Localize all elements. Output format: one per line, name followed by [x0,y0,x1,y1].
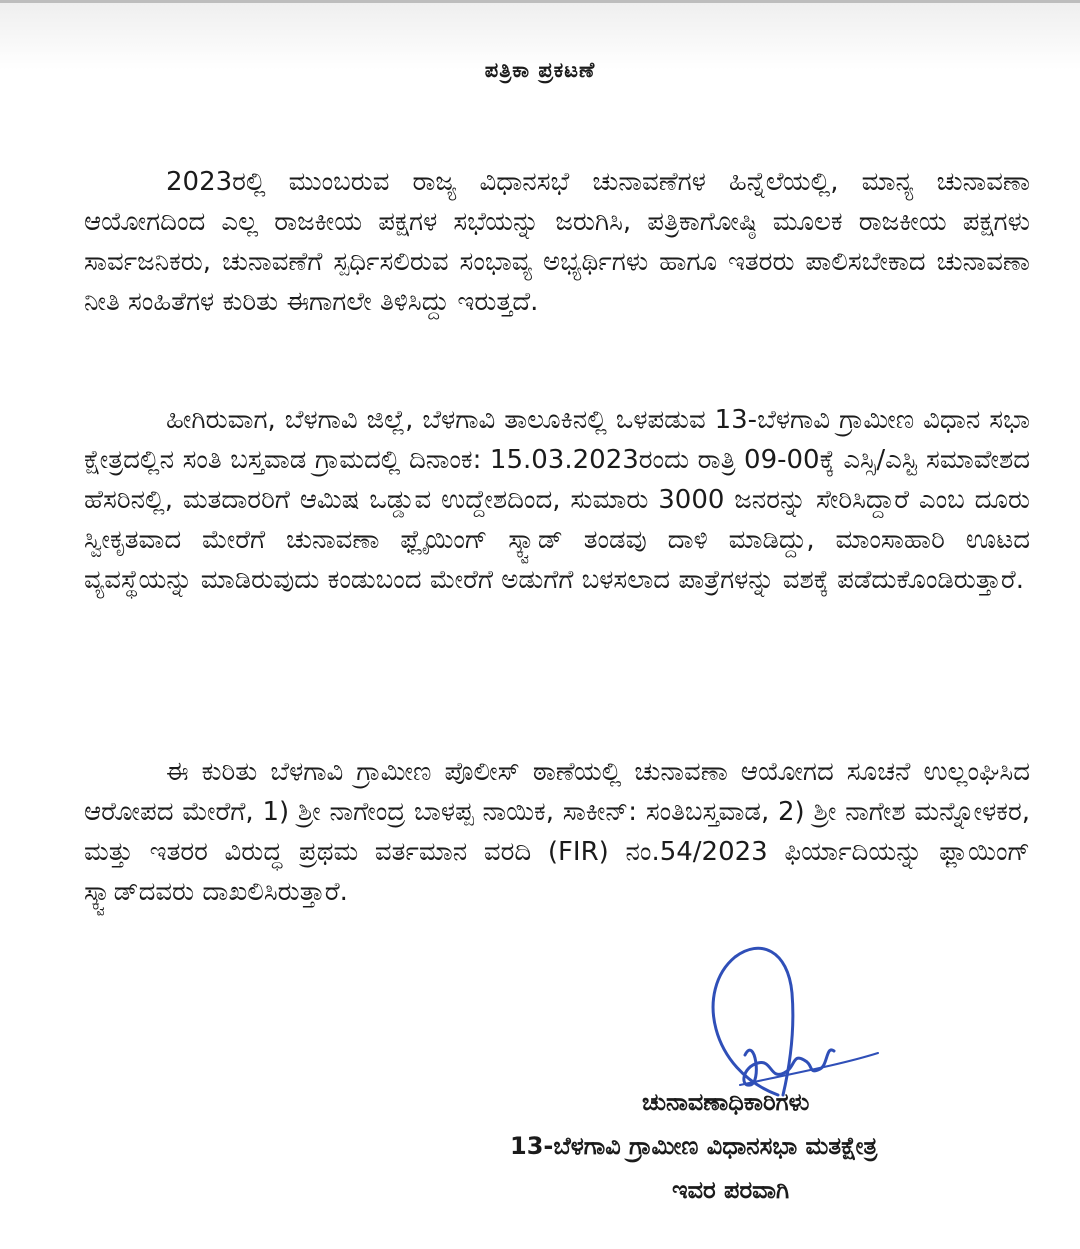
signatory-block [500,1080,1020,1212]
signatory-constituency: 13-ಬೆಳಗಾವಿ ಗ್ರಾಮೀಣ ವಿಧಾನಸಭಾ ಮತಕ್ಷೇತ್ರ [510,1132,878,1160]
paragraph-1-container [84,162,1030,322]
paragraph-2-container [84,400,1030,600]
paragraph-2: ಹೀಗಿರುವಾಗ, ಬೆಳಗಾವಿ ಜಿಲ್ಲೆ, ಬೆಳಗಾವಿ ತಾಲೂಕಿನಲ್ಲಿ ಒಳಪಡುವ 13-ಬೆಳಗಾವಿ ಗ್ರಾಮೀಣ ವಿಧಾನ ಸಭಾ ಕ್ಷೇತ್ರದಲ್ಲಿನ ಸಂತಿ ಬಸ್ತವಾಡ ಗ್ರಾಮದಲ್ಲಿ ದಿನಾಂಕ: 15.03.2023ರಂದು ರಾತ್ರಿ 09-00ಕ್ಕೆ ಎಸ್ಸಿ/ಎಸ್ಟಿ ಸಮಾವೇಶದ ಹೆಸರಿನಲ್ಲಿ, ಮತದಾರರಿಗೆ ಆಮಿಷ ಒಡ್ಡುವ ಉದ್ದೇಶದಿಂದ, ಸುಮಾರು 3000 ಜನರನ್ನು ಸೇರಿಸಿದ್ದಾರೆ ಎಂಬ ದೂರು ಸ್ವೀಕೃತವಾದ ಮೇರೆಗೆ ಚುನಾವಣಾ ಫ್ಲೈಯಿಂಗ್ ಸ್ಕ್ವಾಡ್ ತಂಡವು ದಾಳಿ ಮಾಡಿದ್ದು, ಮಾಂಸಾಹಾರಿ ಊಟದ ವ್ಯವಸ್ಥೆಯನ್ನು ಮಾಡಿರುವುದು ಕಂಡುಬಂದ ಮೇರೆಗೆ ಅಡುಗೆಗೆ ಬಳಸಲಾದ ಪಾತ್ರೆಗಳನ್ನು ವಶಕ್ಕೆ ಪಡೆದುಕೊಂಡಿರುತ್ತಾರೆ. [84,405,1030,595]
page-title: ಪತ್ರಿಕಾ ಪ್ರಕಟಣೆ [484,58,596,82]
signatory-on-behalf: ಇವರ ಪರವಾಗಿ [672,1176,790,1204]
page-top-edge [0,0,1080,3]
paragraph-3-container [84,752,1030,912]
paragraph-3: ಈ ಕುರಿತು ಬೆಳಗಾವಿ ಗ್ರಾಮೀಣ ಪೊಲೀಸ್ ಠಾಣೆಯಲ್ಲಿ ಚುನಾವಣಾ ಆಯೋಗದ ಸೂಚನೆ ಉಲ್ಲಂಘಿಸಿದ ಆರೋಪದ ಮೇರೆಗೆ, 1) ಶ್ರೀ ನಾಗೇಂದ್ರ ಬಾಳಪ್ಪ ನಾಯಿಕ, ಸಾಕೀನ್: ಸಂತಿಬಸ್ತವಾಡ, 2) ಶ್ರೀ ನಾಗೇಶ ಮನ್ನೋಳಕರ, ಮತ್ತು ಇತರರ ವಿರುದ್ಧ ಪ್ರಥಮ ವರ್ತಮಾನ ವರದಿ (FIR) ನಂ.54/2023 ಫಿರ್ಯಾದಿಯನ್ನು ಫ್ಲಾಯಿಂಗ್ ಸ್ಕ್ವಾಡ್‌ದವರು ದಾಖಲಿಸಿರುತ್ತಾರೆ. [84,757,1030,907]
signatory-title: ಚುನಾವಣಾಧಿಕಾರಿಗಳು [642,1088,810,1116]
paragraph-1: 2023ರಲ್ಲಿ ಮುಂಬರುವ ರಾಜ್ಯ ವಿಧಾನಸಭೆ ಚುನಾವಣೆಗಳ ಹಿನ್ನೆಲೆಯಲ್ಲಿ, ಮಾನ್ಯ ಚುನಾವಣಾ ಆಯೋಗದಿಂದ ಎಲ್ಲ ರಾಜಕೀಯ ಪಕ್ಷಗಳ ಸಭೆಯನ್ನು ಜರುಗಿಸಿ, ಪತ್ರಿಕಾಗೋಷ್ಠಿ ಮೂಲಕ ರಾಜಕೀಯ ಪಕ್ಷಗಳು ಸಾರ್ವಜನಿಕರು, ಚುನಾವಣೆಗೆ ಸ್ಪರ್ಧಿಸಲಿರುವ ಸಂಭಾವ್ಯ ಅಭ್ಯರ್ಥಿಗಳು ಹಾಗೂ ಇತರರು ಪಾಲಿಸಬೇಕಾದ ಚುನಾವಣಾ ನೀತಿ ಸಂಹಿತೆಗಳ ಕುರಿತು ಈಗಾಗಲೇ ತಿಳಿಸಿದ್ದು ಇರುತ್ತದೆ. [84,167,1030,317]
